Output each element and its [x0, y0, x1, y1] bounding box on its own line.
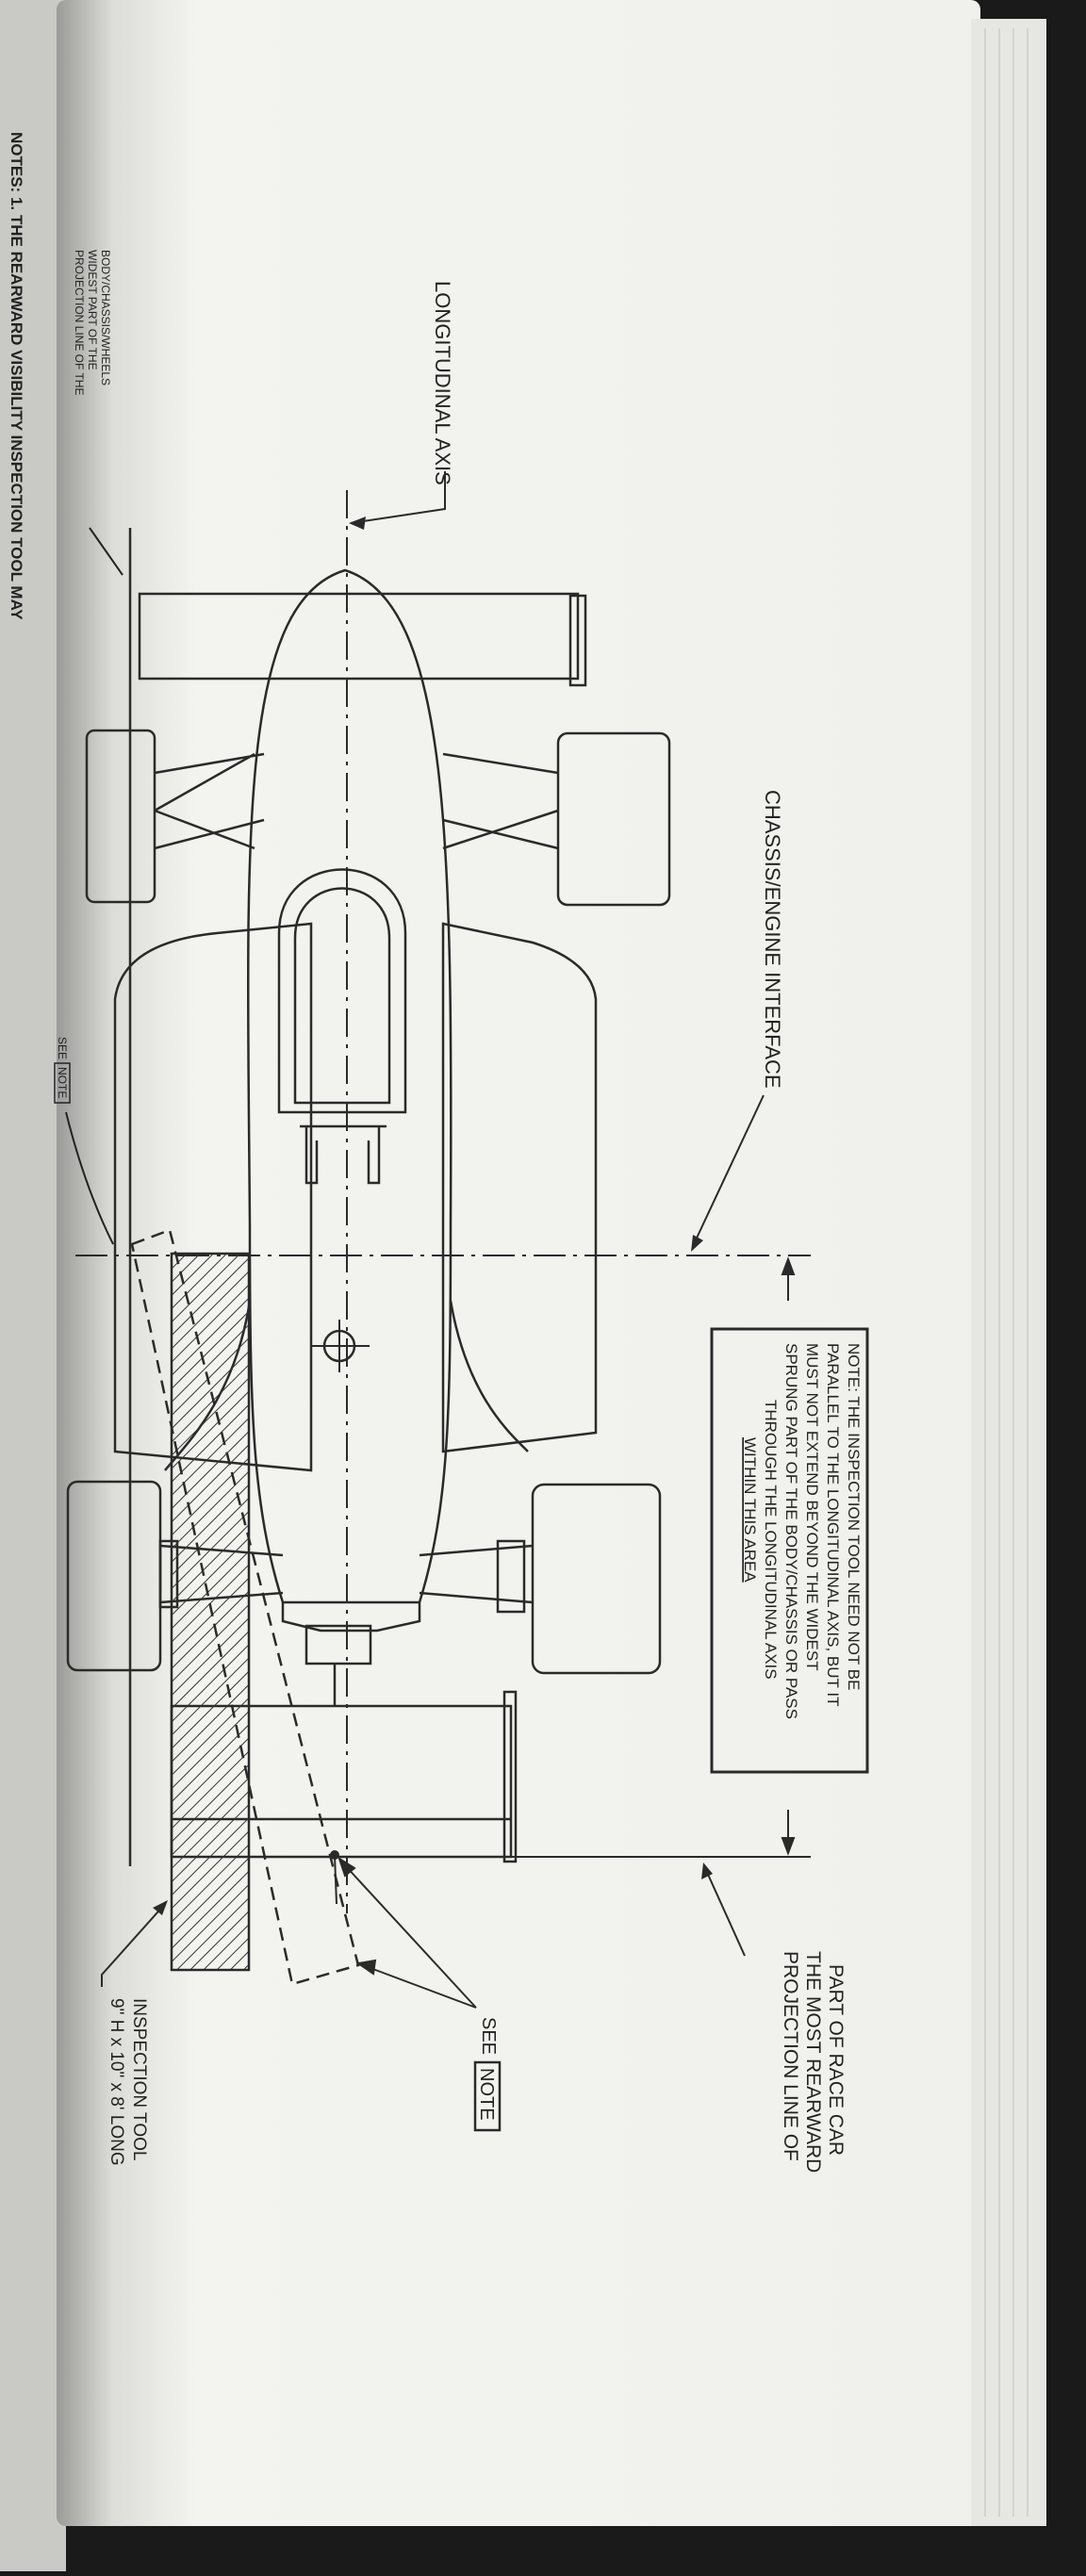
projection-line-1: PROJECTION LINE OF — [780, 1951, 801, 2161]
note-line-1: NOTE: THE INSPECTION TOOL NEED NOT BE — [845, 1343, 863, 1691]
note-line-4: SPRUNG PART OF THE BODY/CHASSIS OR PASS — [782, 1343, 800, 1719]
note-line-6: WITHIN THIS AREA — [741, 1437, 759, 1583]
left-projection-line-3: BODY/CHASSIS/WHEELS — [99, 250, 112, 386]
margin-notes-fragment: NOTES: 1. THE REARWARD VISIBILITY INSPECTION TOOL MAY — [8, 132, 25, 620]
page-edges — [971, 19, 1046, 2526]
note-line-2: PARALLEL TO THE LONGITUDINAL AXIS, BUT IT — [824, 1343, 842, 1707]
inspection-tool — [172, 1254, 249, 1970]
left-see-note — [55, 1037, 70, 1103]
projection-line-3: PART OF RACE CAR — [825, 1964, 847, 2157]
left-note-label: NOTE — [56, 1067, 69, 1099]
projection-line-2: THE MOST REARWARD — [802, 1951, 824, 2174]
note-line-5: THROUGH THE LONGITUDINAL AXIS — [762, 1400, 780, 1680]
note-label: NOTE — [476, 2068, 497, 2121]
longitudinal-axis-label: LONGITUDINAL AXIS — [431, 281, 454, 485]
see-label: SEE — [478, 2017, 499, 2056]
projection-line-label — [780, 1951, 847, 2173]
left-projection-line-1: PROJECTION LINE OF THE — [73, 250, 86, 396]
see-note-callout — [475, 2017, 500, 2130]
note-line-3: MUST NOT EXTEND BEYOND THE WIDEST — [803, 1343, 821, 1671]
inspection-tool-line-2: INSPECTION TOOL — [129, 1998, 149, 2161]
left-projection-line-2: WIDEST PART OF THE — [86, 250, 99, 370]
inspection-tool-line-1: 9" H x 10" x 8' LONG — [107, 1998, 126, 2166]
left-see-label: SEE — [56, 1037, 69, 1060]
chassis-engine-interface-label: CHASSIS/ENGINE INTERFACE — [761, 790, 784, 1089]
